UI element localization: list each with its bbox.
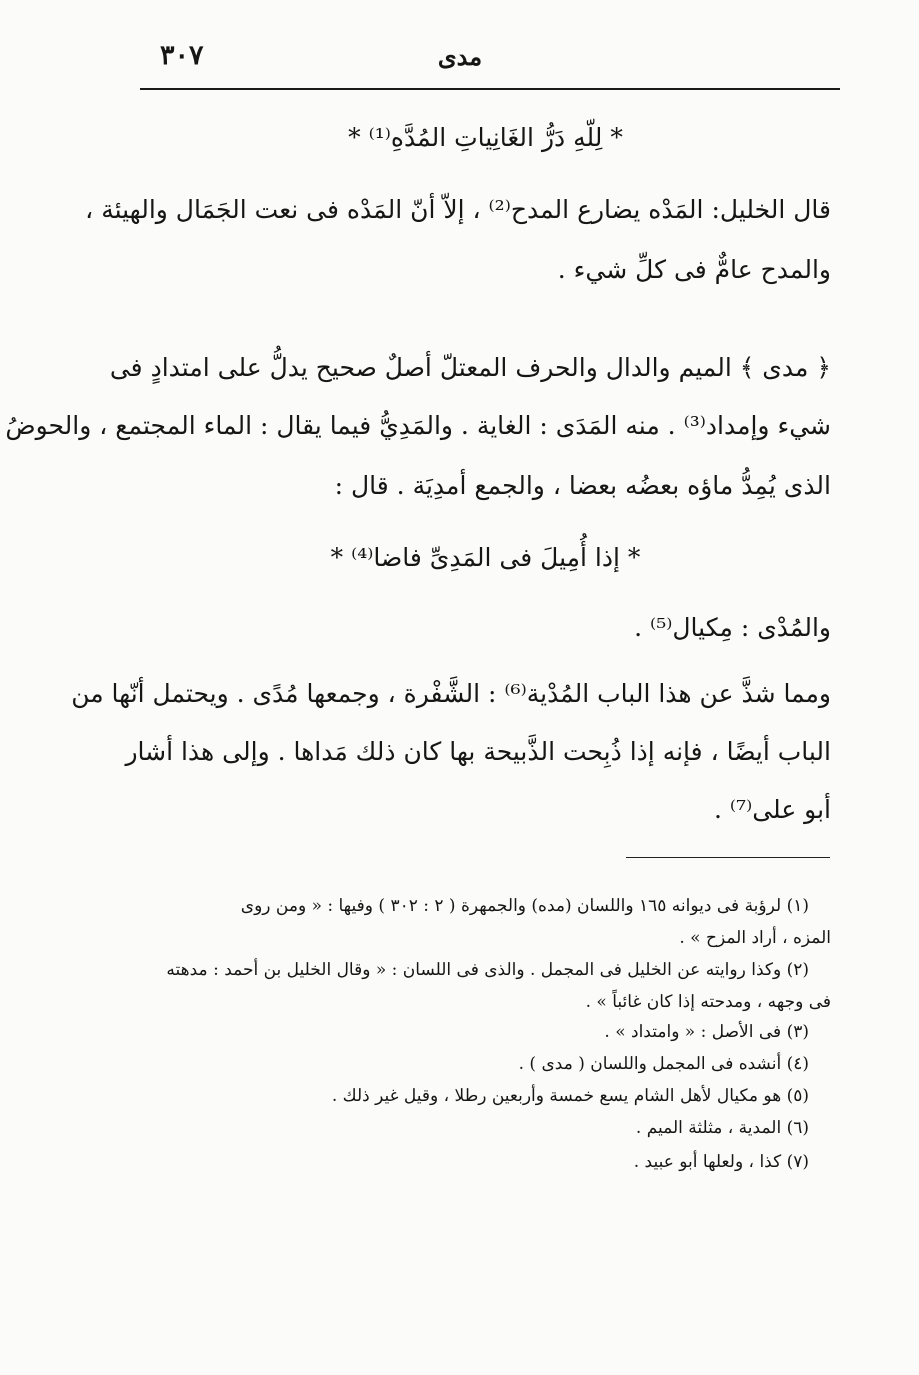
footnote-1: (١) لرؤبة فى ديوانه ١٦٥ واللسان (مده) والجمهرة ( ٢ : ٣٠٢ ) وفيها : « ومن روى	[240, 896, 809, 916]
running-head-title: مدى	[437, 42, 483, 71]
paragraph-2-line-3: الذى يُمِدُّ ماؤه بعضُه بعضا ، والجمع أمدِيَة . قال :	[334, 471, 831, 500]
page-number: ٣٠٧	[160, 40, 204, 71]
header-rule	[140, 88, 840, 90]
paragraph-4-line-3: أبو على⁽⁷⁾ .	[713, 795, 831, 824]
paragraph-2-line-1: ﴿ مدى ﴾ الميم والدال والحرف المعتلّ أصلٌ صحيح يدلُّ على امتدادٍ فى	[109, 353, 831, 382]
footnote-5: (٥) هو مكيال لأهل الشام يسع خمسة وأربعين رطلا ، وقيل غير ذلك .	[331, 1086, 809, 1106]
paragraph-1-line-2: والمدح عامٌّ فى كلِّ شيء .	[557, 255, 831, 284]
paragraph-3: والمُدْى : مِكيال⁽⁵⁾ .	[634, 613, 831, 642]
paragraph-1-line-1: قال الخليل: المَدْه يضارع المدح⁽²⁾ ، إلاّ أنّ المَدْه فى نعت الجَمَال والهيئة ،	[85, 195, 831, 224]
verse-line-2: * إذا أُمِيلَ فى المَدِىِّ فاضا⁽⁴⁾ *	[330, 543, 641, 572]
paragraph-2-line-2: شيء وإمداد⁽³⁾ . منه المَدَى : الغاية . والمَدِيُّ فيما يقال : الماء المجتمع ، والحوضُ	[5, 411, 831, 440]
paragraph-4-line-2: الباب أيضًا ، فإنه إذا ذُبِحت الذَّبيحة بها كان ذلك مَداها . وإلى هذا أشار	[125, 737, 831, 766]
footnote-1-cont: المزه ، أراد المزح » .	[679, 928, 831, 948]
footnote-3: (٣) فى الأصل : « وامتداد » .	[604, 1022, 809, 1042]
paragraph-4-line-1: ومما شذَّ عن هذا الباب المُدْية⁽⁶⁾ : الشَّفْرة ، وجمعها مُدًى . ويحتمل أنّها من	[71, 679, 831, 708]
footnote-2-cont: فى وجهه ، ومدحته إذا كان غائباً » .	[585, 992, 831, 1012]
footnote-2: (٢) وكذا روايته عن الخليل فى المجمل . والذى فى اللسان : « وقال الخليل بن أحمد : مدهته	[166, 960, 809, 980]
verse-line-1: * لِلّهِ دَرُّ الغَانِياتِ المُدَّهِ⁽¹⁾ *	[348, 123, 623, 152]
footnote-7: (٧) كذا ، ولعلها أبو عبيد .	[633, 1152, 809, 1172]
footnote-rule	[626, 857, 830, 858]
footnote-6: (٦) المدية ، مثلثة الميم .	[635, 1118, 809, 1138]
footnote-4: (٤) أنشده فى المجمل واللسان ( مدى ) .	[518, 1054, 809, 1074]
